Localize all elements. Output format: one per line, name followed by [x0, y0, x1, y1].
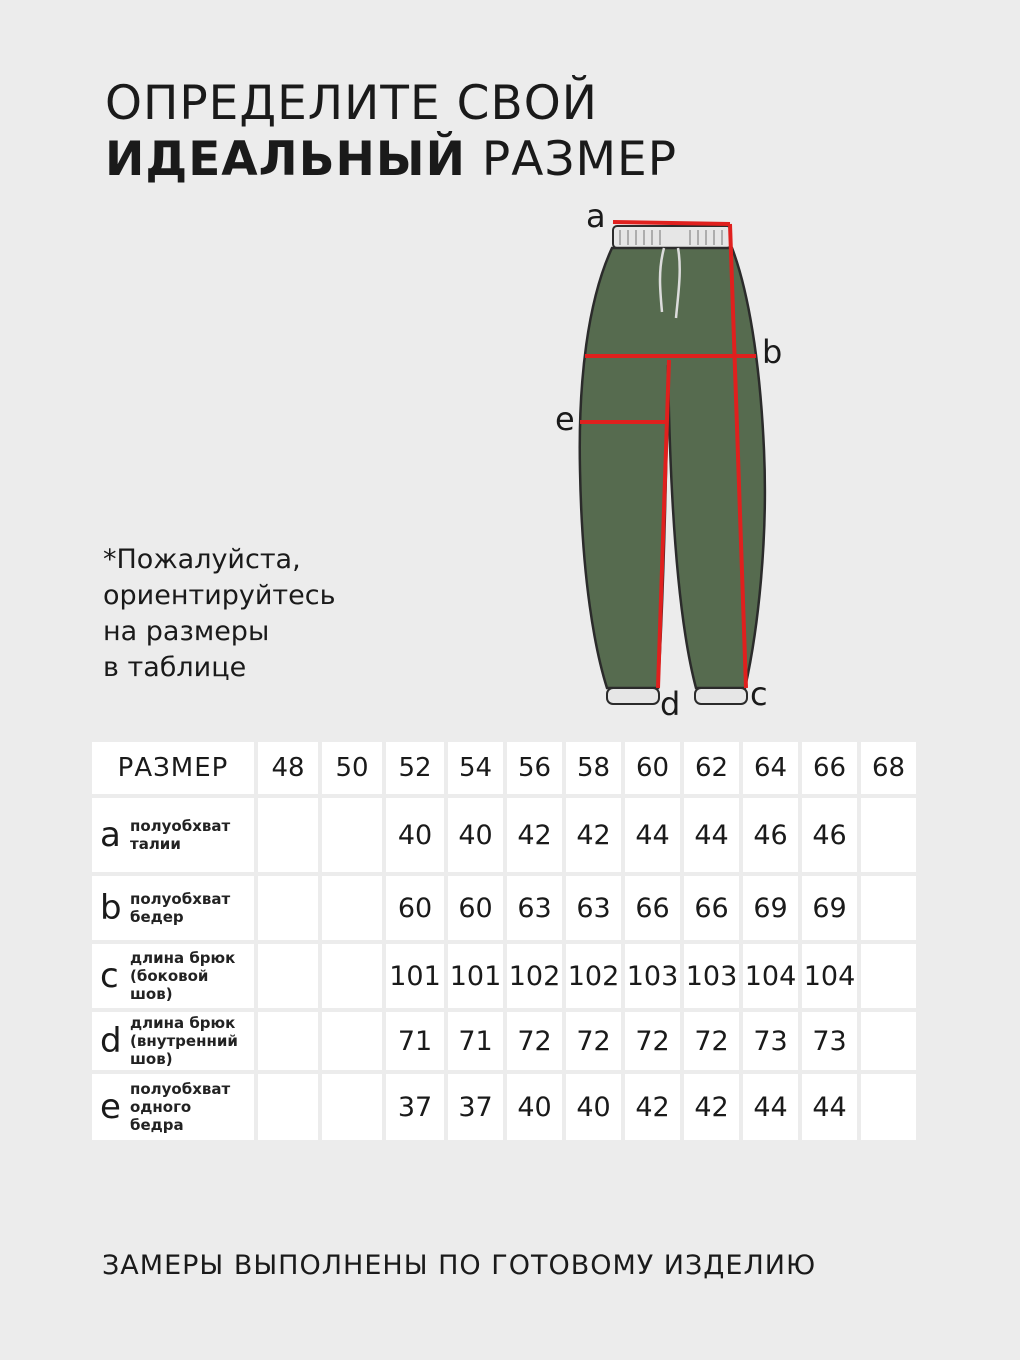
table-header-row [92, 742, 916, 794]
table-row [92, 798, 916, 872]
pants-diagram [550, 197, 800, 730]
table-row [92, 1074, 916, 1140]
table-cell [322, 1012, 382, 1070]
table-cell: 44 [743, 1074, 798, 1140]
table-cell: 102 [507, 944, 562, 1008]
row-description-line: талии [130, 835, 181, 853]
size-col-header: 60 [625, 742, 680, 794]
table-cell: 66 [625, 876, 680, 940]
table-cell [322, 1074, 382, 1140]
row-description-line: (боковой [130, 967, 209, 985]
row-label [92, 1012, 254, 1070]
note-line: ориентируйтесь [103, 580, 336, 611]
size-col-header: 62 [684, 742, 739, 794]
table-cell: 104 [743, 944, 798, 1008]
size-col-header: 54 [448, 742, 503, 794]
right-cuff [695, 688, 747, 704]
table-cell: 40 [386, 798, 444, 872]
table-cell: 102 [566, 944, 621, 1008]
table-cell [258, 1074, 318, 1140]
title-line-2 [105, 132, 677, 188]
table-cell: 101 [386, 944, 444, 1008]
size-col-header: 68 [861, 742, 916, 794]
table-cell: 69 [743, 876, 798, 940]
label-d: d [660, 685, 681, 723]
row-description [126, 817, 230, 853]
table-cell [861, 1012, 916, 1070]
table-cell [258, 944, 318, 1008]
table-cell: 60 [386, 876, 444, 940]
table-cell: 101 [448, 944, 503, 1008]
table-cell: 42 [684, 1074, 739, 1140]
table-cell: 66 [684, 876, 739, 940]
label-a: a [586, 197, 606, 235]
size-col-header: 56 [507, 742, 562, 794]
footer-note: ЗАМЕРЫ ВЫПОЛНЕНЫ ПО ГОТОВОМУ ИЗДЕЛИЮ [102, 1250, 817, 1281]
size-col-header: 50 [322, 742, 382, 794]
table-cell: 69 [802, 876, 857, 940]
label-c: c [750, 675, 768, 713]
row-label [92, 944, 254, 1008]
table-cell: 42 [507, 798, 562, 872]
row-description-line: длина брюк [130, 1014, 236, 1032]
table-row [92, 1012, 916, 1070]
size-col-header: 48 [258, 742, 318, 794]
table-cell: 73 [743, 1012, 798, 1070]
row-letter: d [100, 1021, 122, 1061]
size-col-header: 66 [802, 742, 857, 794]
title-line-1: ОПРЕДЕЛИТЕ СВОЙ [105, 76, 598, 131]
table-cell: 72 [507, 1012, 562, 1070]
line-a [613, 222, 730, 224]
row-label [92, 798, 254, 872]
row-description-line: одного [130, 1098, 192, 1116]
row-label [92, 876, 254, 940]
table-cell: 37 [386, 1074, 444, 1140]
row-description-line: шов) [130, 1050, 173, 1068]
row-description-line: полуобхват [130, 1080, 231, 1098]
table-cell: 63 [566, 876, 621, 940]
table-cell: 71 [448, 1012, 503, 1070]
row-description-line: бедер [130, 908, 184, 926]
row-letter: e [100, 1087, 121, 1127]
table-cell: 72 [684, 1012, 739, 1070]
row-description-line: полуобхват [130, 817, 231, 835]
table-cell [322, 798, 382, 872]
left-cuff [607, 688, 659, 704]
table-cell: 44 [625, 798, 680, 872]
label-e: e [555, 400, 575, 438]
table-cell: 37 [448, 1074, 503, 1140]
table-cell: 60 [448, 876, 503, 940]
pants-illustration [550, 197, 800, 730]
row-letter: a [100, 815, 121, 855]
row-description-line: бедра [130, 1116, 184, 1134]
row-description [126, 1014, 238, 1068]
table-cell: 44 [684, 798, 739, 872]
row-description-line: (внутренний [130, 1032, 238, 1050]
table-cell [861, 798, 916, 872]
size-header-label: РАЗМЕР [92, 742, 254, 794]
size-table [88, 742, 920, 1144]
title-rest: РАЗМЕР [481, 132, 678, 187]
row-letter: b [100, 888, 122, 928]
table-cell: 73 [802, 1012, 857, 1070]
table-cell: 72 [566, 1012, 621, 1070]
table-row [92, 944, 916, 1008]
table-cell: 40 [507, 1074, 562, 1140]
table-cell: 42 [625, 1074, 680, 1140]
page-title [105, 76, 677, 188]
row-description [126, 949, 235, 1003]
table-cell [322, 944, 382, 1008]
table-cell: 46 [802, 798, 857, 872]
size-col-header: 64 [743, 742, 798, 794]
table-cell: 42 [566, 798, 621, 872]
table-cell [861, 1074, 916, 1140]
table-cell: 103 [625, 944, 680, 1008]
table-cell [258, 1012, 318, 1070]
table-cell [861, 876, 916, 940]
table-cell: 71 [386, 1012, 444, 1070]
title-bold: ИДЕАЛЬНЫЙ [105, 132, 466, 187]
table-cell: 40 [448, 798, 503, 872]
table-cell [258, 798, 318, 872]
size-col-header: 58 [566, 742, 621, 794]
row-letter: c [100, 956, 119, 996]
table-cell: 44 [802, 1074, 857, 1140]
table-cell [861, 944, 916, 1008]
table-cell [258, 876, 318, 940]
row-description-line: длина брюк [130, 949, 236, 967]
table-cell: 104 [802, 944, 857, 1008]
label-b: b [762, 333, 783, 371]
row-label [92, 1074, 254, 1140]
note-line: в таблице [103, 652, 247, 683]
table-cell: 103 [684, 944, 739, 1008]
table-cell: 40 [566, 1074, 621, 1140]
table-cell [322, 876, 382, 940]
table-cell: 72 [625, 1012, 680, 1070]
table-row [92, 876, 916, 940]
table-cell: 63 [507, 876, 562, 940]
note-line: *Пожалуйста, [103, 544, 301, 575]
size-note [103, 542, 423, 686]
table-cell: 46 [743, 798, 798, 872]
row-description [126, 890, 230, 926]
note-line: на размеры [103, 616, 270, 647]
row-description-line: полуобхват [130, 890, 231, 908]
row-description [126, 1080, 230, 1134]
size-col-header: 52 [386, 742, 444, 794]
row-description-line: шов) [130, 985, 173, 1003]
